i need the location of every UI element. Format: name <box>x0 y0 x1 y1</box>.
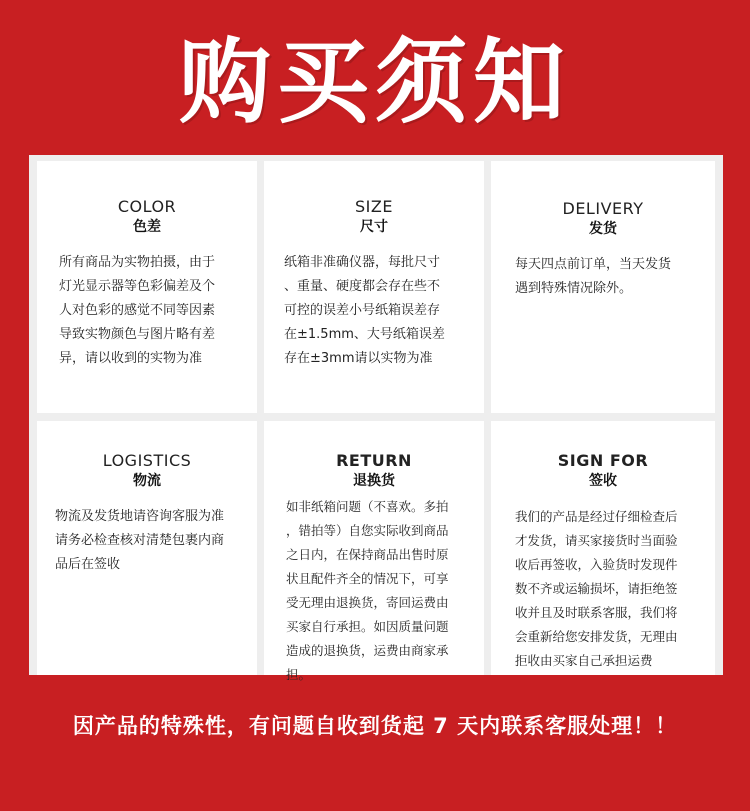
color-card <box>37 161 257 413</box>
sign-for-card <box>491 421 715 675</box>
card-body: 每天四点前订单，当天发货 遇到特殊情况除外。 <box>515 257 672 296</box>
card-body: 如非纸箱问题（不喜欢。多拍 ，错拍等）自您实际收到商品 之日内，在保持商品出售时原 状且配件齐全的情况下，可享 受无理由退换货，寄回运费由 买家自行承担。如因质量问题 造成的退换货，运费由商家承 担。 <box>286 499 449 682</box>
card-title-en: LOGISTICS <box>102 451 192 470</box>
card-title-cn: 尺寸 <box>360 219 388 235</box>
footer-notice: 因产品的特殊性，有问题自收到货起 7 天内联系客服处理！！ <box>72 714 678 738</box>
card-title-en: DELIVERY <box>562 199 644 218</box>
card-title-en: RETURN <box>336 451 412 470</box>
card-body: 物流及发货地请咨询客服为准 请务必检查核对清楚包裹内商 品后在签收 <box>55 509 225 572</box>
card-title-cn: 签收 <box>589 473 617 489</box>
card-title-en: SIGN FOR <box>557 451 649 470</box>
card-body: 我们的产品是经过仔细检查后 才发货，请买家接货时当面验 收后再签收，入验货时发现件 数不齐或运输损坏，请拒绝签 收并且及时联系客服，我们将 会重新给您安排发货，无理由 拒收由买家自己承担运费 <box>515 509 678 668</box>
card-body: 纸箱非准确仪器，每批尺寸 、重量、硬度都会存在些不 可控的误差小号纸箱误差存 在±1.5mm、大号纸箱误差 存在±3mm请以实物为准 <box>284 255 445 366</box>
card-title-en: SIZE <box>355 197 393 216</box>
size-card <box>264 161 484 413</box>
card-body: 所有商品为实物拍摄，由于 灯光显示器等色彩偏差及个 人对色彩的感觉不同等因素 导致实物颜色与图片略有差 异，请以收到的实物为准 <box>59 255 216 366</box>
card-title-cn: 色差 <box>133 219 161 235</box>
card-title-en: COLOR <box>117 197 177 216</box>
notice-panel <box>29 155 723 682</box>
page-title: 购买须知 <box>178 29 571 136</box>
card-title-cn: 退换货 <box>353 473 395 489</box>
delivery-card <box>491 161 715 413</box>
return-card <box>264 421 484 682</box>
card-title-cn: 物流 <box>133 473 161 489</box>
logistics-card <box>37 421 257 675</box>
card-title-cn: 发货 <box>589 221 617 237</box>
